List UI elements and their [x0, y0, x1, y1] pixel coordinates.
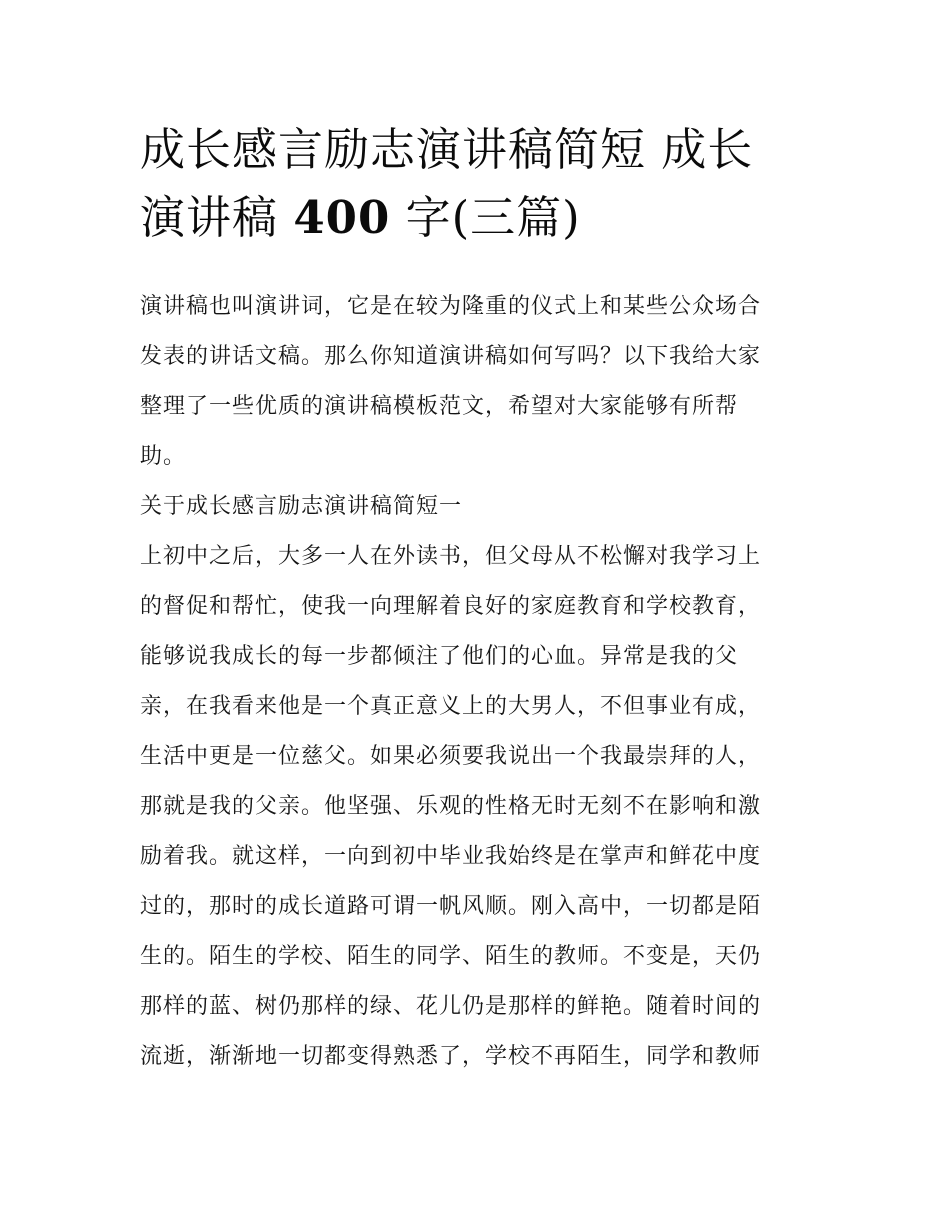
intro-line: 助。 — [140, 444, 187, 469]
intro-line: 发表的讲话文稿。那么你知道演讲稿如何写吗？以下我给大家 — [140, 344, 762, 369]
body-line: 的督促和帮忙，使我一向理解着良好的家庭教育和学校教育， — [140, 594, 762, 619]
document-title — [140, 116, 812, 252]
body-line: 那就是我的父亲。他坚强、乐观的性格无时无刻不在影响和激 — [140, 794, 762, 819]
intro-line: 整理了一些优质的演讲稿模板范文，希望对大家能够有所帮 — [140, 394, 739, 419]
body-line: 上初中之后，大多一人在外读书，但父母从不松懈对我学习上 — [140, 544, 762, 569]
title-text-b: 字(三篇) — [405, 191, 581, 244]
intro-paragraph — [140, 282, 812, 482]
title-text-a: 演讲稿 — [140, 191, 279, 244]
body-line: 流逝，渐渐地一切都变得熟悉了，学校不再陌生，同学和教师 — [140, 1044, 762, 1069]
section-heading — [140, 482, 812, 532]
document-body — [140, 282, 812, 1082]
body-paragraph — [140, 532, 812, 1082]
title-line-1: 成长感言励志演讲稿简短 成长 — [140, 123, 754, 176]
body-line: 能够说我成长的每一步都倾注了他们的心血。异常是我的父 — [140, 644, 739, 669]
body-line: 亲，在我看来他是一个真正意义上的大男人，不但事业有成， — [140, 694, 762, 719]
body-line: 励着我。就这样，一向到初中毕业我始终是在掌声和鲜花中度 — [140, 844, 762, 869]
body-line: 生的。陌生的学校、陌生的同学、陌生的教师。不变是，天仍 — [140, 944, 762, 969]
body-line: 那样的蓝、树仍那样的绿、花儿仍是那样的鲜艳。随着时间的 — [140, 994, 762, 1019]
title-line-2 — [140, 184, 812, 252]
body-line: 生活中更是一位慈父。如果必须要我说出一个我最崇拜的人， — [140, 744, 762, 769]
document-content — [140, 116, 812, 1082]
intro-line: 演讲稿也叫演讲词，它是在较为隆重的仪式上和某些公众场合 — [140, 294, 762, 319]
body-line: 过的，那时的成长道路可谓一帆风顺。刚入高中，一切都是陌 — [140, 894, 762, 919]
title-number: 400 — [293, 191, 391, 244]
section-heading-text: 关于成长感言励志演讲稿简短一 — [140, 494, 463, 519]
